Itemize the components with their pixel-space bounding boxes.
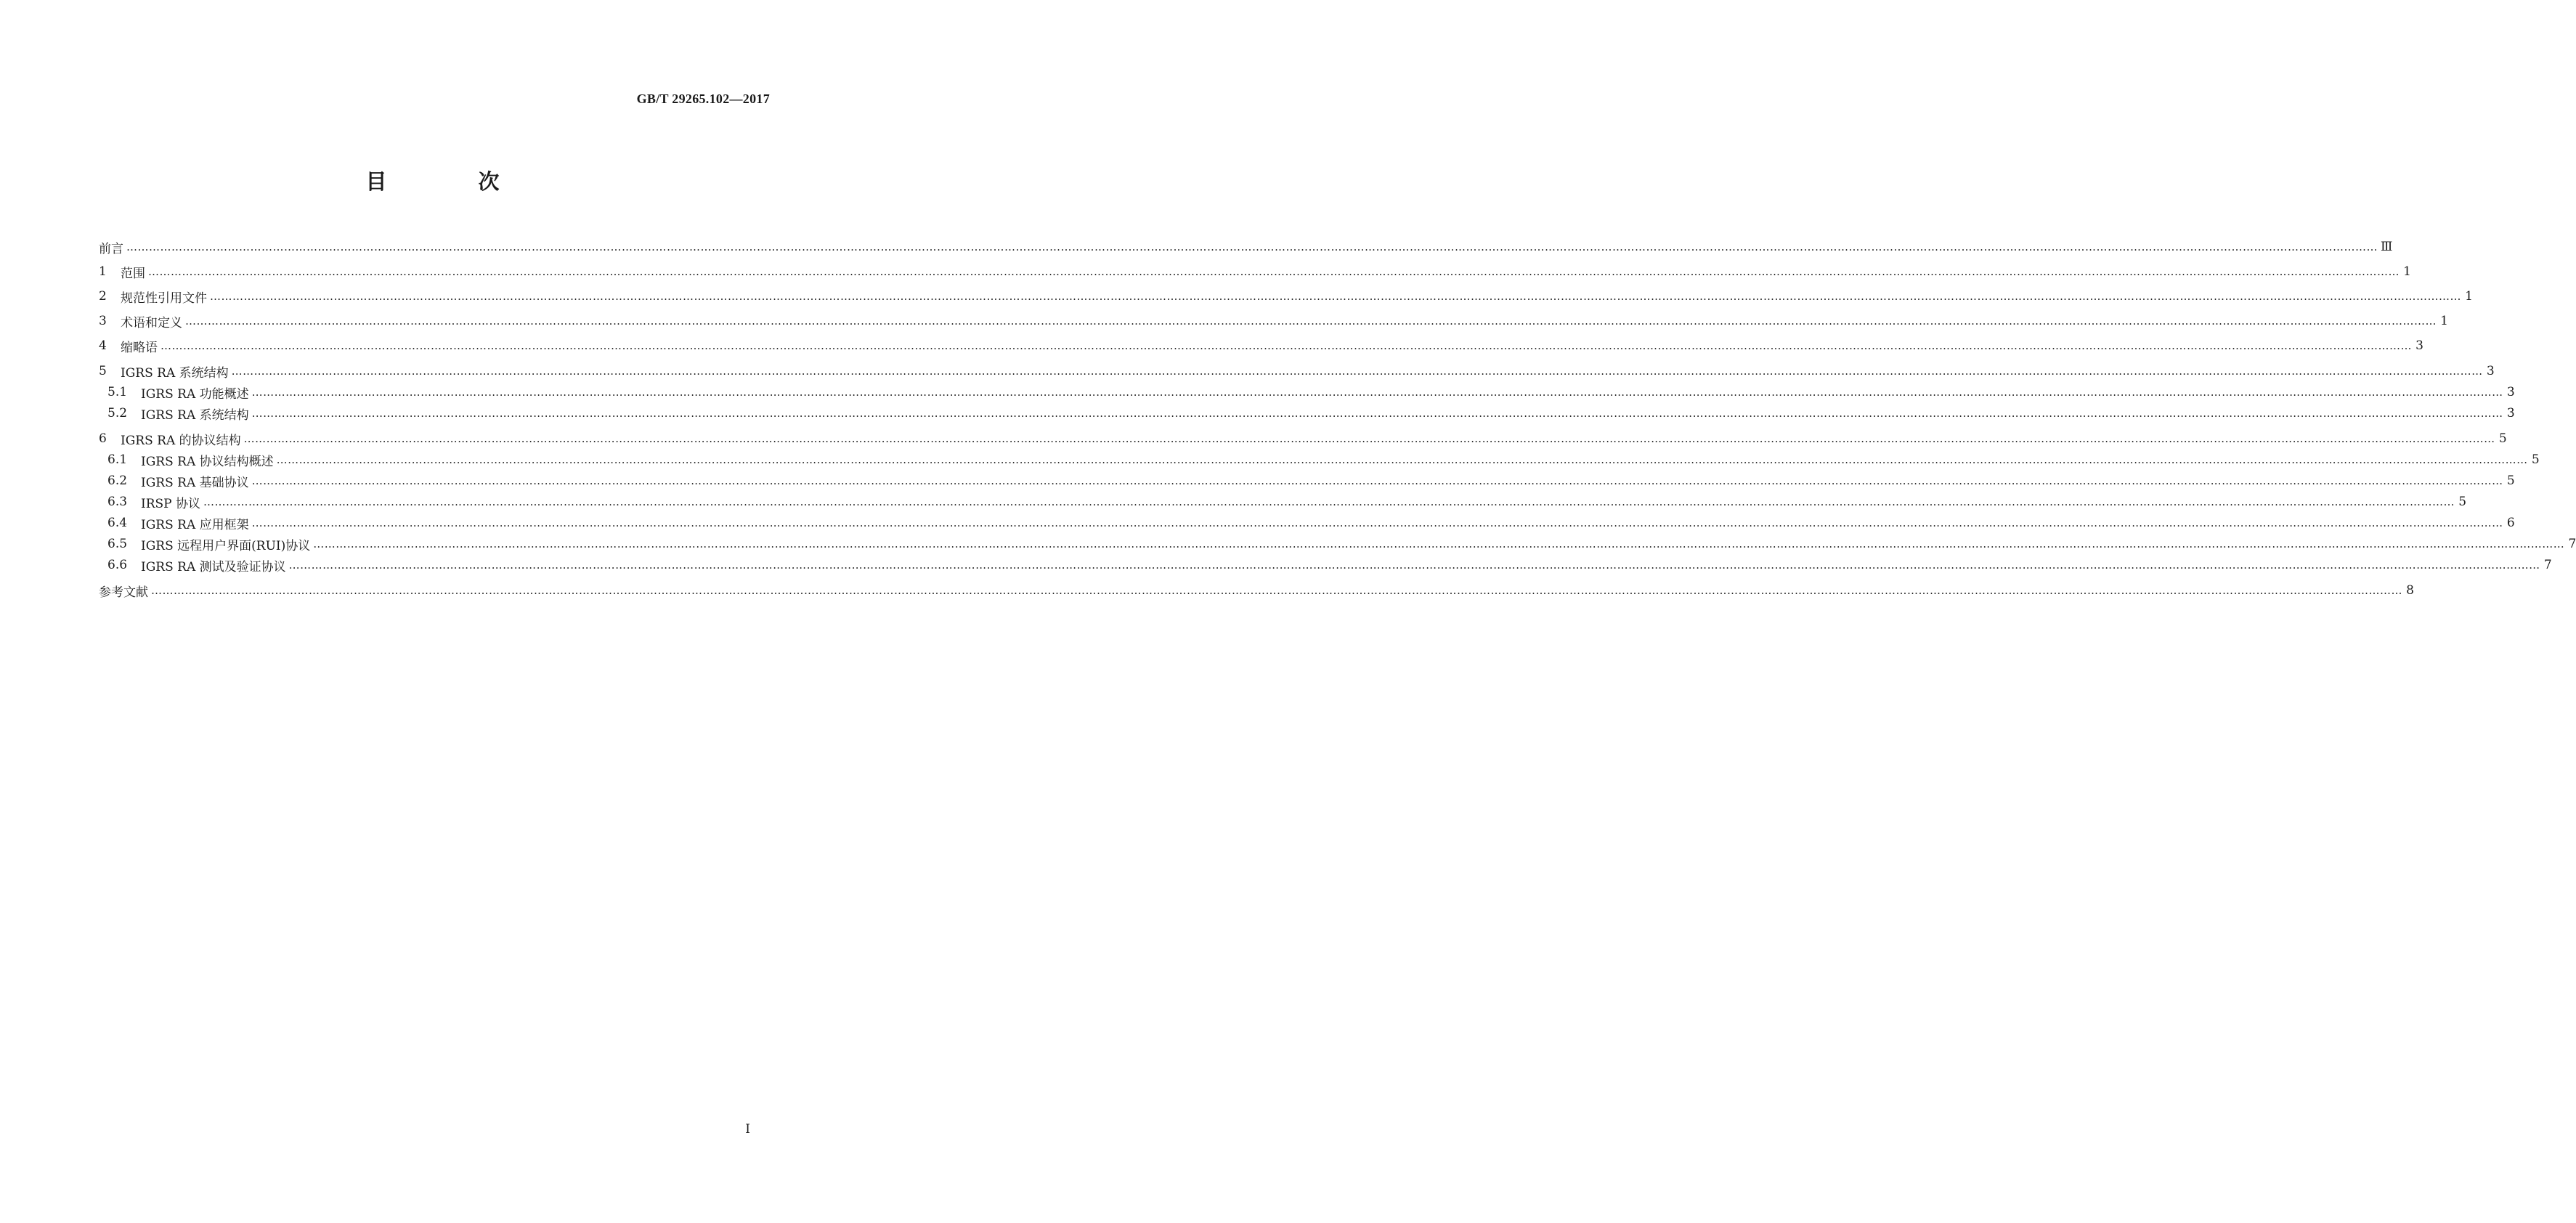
- toc-entry-label: 术语和定义: [121, 315, 182, 330]
- toc-entry-page: 5: [2531, 452, 2540, 467]
- toc-entry[interactable]: [99, 430, 2507, 448]
- toc-entry-label: IGRS RA 应用框架: [141, 517, 249, 532]
- toc-entry-page: 8: [2406, 583, 2414, 598]
- toc-entry[interactable]: [107, 405, 2515, 423]
- toc-leader-dots: ……………………………………………………………………………………………………………………………………………………………………………………………………………………………………………………………………………………………………………………………………………………………………………………………………………………………………………………………………………………………………………………………………………………: [276, 453, 2528, 466]
- toc-entry-label: IGRS RA 系统结构: [121, 365, 229, 381]
- toc-entry-number: 6.3: [107, 495, 128, 509]
- toc-entry-label: 前言: [99, 241, 123, 256]
- toc-leader-dots: ……………………………………………………………………………………………………………………………………………………………………………………………………………………………………………………………………………………………………………………………………………………………………………………………………………………………………………………………………………………………………………………………………………………: [313, 537, 2565, 550]
- toc-leader-dots: ……………………………………………………………………………………………………………………………………………………………………………………………………………………………………………………………………………………………………………………………………………………………………………………………………………………………………………………………………………………………………………………………………………………: [148, 265, 2400, 278]
- toc-entry[interactable]: [107, 514, 2515, 532]
- toc-leader-dots: ……………………………………………………………………………………………………………………………………………………………………………………………………………………………………………………………………………………………………………………………………………………………………………………………………………………………………………………………………………………………………………………………………………………: [231, 365, 2483, 378]
- toc-entry-page: 3: [2506, 385, 2515, 399]
- toc-entry-label: IGRS RA 基础协议: [141, 475, 249, 490]
- toc-entry-number: 2: [99, 289, 107, 304]
- toc-entry-label: 规范性引用文件: [121, 290, 207, 306]
- toc-leader-dots: ……………………………………………………………………………………………………………………………………………………………………………………………………………………………………………………………………………………………………………………………………………………………………………………………………………………………………………………………………………………………………………………………………………………: [151, 584, 2402, 597]
- toc-entry[interactable]: [99, 337, 2423, 355]
- toc-entry-label: IGRS RA 系统结构: [141, 407, 249, 423]
- toc-entry-page: 3: [2506, 406, 2515, 420]
- toc-leader-dots: ……………………………………………………………………………………………………………………………………………………………………………………………………………………………………………………………………………………………………………………………………………………………………………………………………………………………………………………………………………………………………………………………………………………: [185, 314, 2437, 328]
- toc-entry-page: 7: [2568, 537, 2576, 551]
- toc-entry-label: IRSP 协议: [141, 496, 201, 511]
- document-id: GB/T 29265.102—2017: [636, 92, 770, 106]
- toc-entry-page: 7: [2543, 558, 2552, 572]
- toc-entry-page: 5: [2498, 431, 2507, 446]
- toc-entry-page: 1: [2440, 314, 2448, 328]
- toc-entry-number: 4: [99, 338, 107, 353]
- toc-entry[interactable]: [107, 493, 2467, 511]
- toc-entry[interactable]: [99, 312, 2448, 330]
- toc-entry[interactable]: [107, 535, 2576, 553]
- toc-entry-label: 参考文献: [99, 585, 148, 600]
- toc-entry-number: 6.6: [107, 558, 128, 572]
- toc-leader-dots: ……………………………………………………………………………………………………………………………………………………………………………………………………………………………………………………………………………………………………………………………………………………………………………………………………………………………………………………………………………………………………………………………………………………: [251, 516, 2503, 529]
- toc-entry-page: 3: [2486, 364, 2495, 378]
- toc-leader-dots: ……………………………………………………………………………………………………………………………………………………………………………………………………………………………………………………………………………………………………………………………………………………………………………………………………………………………………………………………………………………………………………………………………………………: [251, 386, 2503, 399]
- toc-entry-page: 5: [2458, 495, 2467, 509]
- toc-entry[interactable]: [99, 238, 2393, 256]
- toc-entry-number: 6.1: [107, 452, 128, 467]
- toc-leader-dots: ……………………………………………………………………………………………………………………………………………………………………………………………………………………………………………………………………………………………………………………………………………………………………………………………………………………………………………………………………………………………………………………………………………………: [243, 432, 2495, 445]
- toc-entry-page: Ⅲ: [2381, 240, 2393, 254]
- toc-leader-dots: ……………………………………………………………………………………………………………………………………………………………………………………………………………………………………………………………………………………………………………………………………………………………………………………………………………………………………………………………………………………………………………………………………………………: [210, 290, 2461, 303]
- toc-entry-page: 5: [2506, 474, 2515, 488]
- toc-entry-number: 5.1: [107, 385, 128, 399]
- toc-entry-label: IGRS RA 协议结构概述: [141, 454, 274, 469]
- toc-entry[interactable]: [99, 582, 2414, 600]
- toc-entry-page: 1: [2465, 289, 2473, 304]
- toc-entry-number: 6.2: [107, 474, 128, 488]
- toc-entry-number: 5.2: [107, 406, 128, 420]
- toc-entry-number: 6.5: [107, 537, 128, 551]
- toc-entry[interactable]: [99, 362, 2495, 381]
- toc-leader-dots: ……………………………………………………………………………………………………………………………………………………………………………………………………………………………………………………………………………………………………………………………………………………………………………………………………………………………………………………………………………………………………………………………………………………: [288, 558, 2540, 572]
- toc-leader-dots: ……………………………………………………………………………………………………………………………………………………………………………………………………………………………………………………………………………………………………………………………………………………………………………………………………………………………………………………………………………………………………………………………………………………: [161, 339, 2412, 352]
- toc-entry-number: 6: [99, 431, 107, 446]
- page-title: 目 次: [365, 169, 542, 194]
- toc-entry-number: 3: [99, 314, 107, 328]
- toc-entry-number: 1: [99, 264, 107, 279]
- toc-entry-label: IGRS RA 功能概述: [141, 386, 249, 402]
- toc-leader-dots: ……………………………………………………………………………………………………………………………………………………………………………………………………………………………………………………………………………………………………………………………………………………………………………………………………………………………………………………………………………………………………………………………………………………: [251, 474, 2503, 487]
- toc-entry-label: IGRS RA 的协议结构: [121, 433, 241, 448]
- toc-entry-label: 范围: [121, 266, 145, 281]
- toc-leader-dots: ……………………………………………………………………………………………………………………………………………………………………………………………………………………………………………………………………………………………………………………………………………………………………………………………………………………………………………………………………………………………………………………………………………………: [251, 407, 2503, 420]
- toc-entry-label: 缩略语: [121, 340, 158, 355]
- toc-entry-label: IGRS RA 测试及验证协议: [141, 559, 286, 574]
- toc-entry[interactable]: [99, 263, 2411, 281]
- toc-leader-dots: ……………………………………………………………………………………………………………………………………………………………………………………………………………………………………………………………………………………………………………………………………………………………………………………………………………………………………………………………………………………………………………………………………………………: [126, 240, 2378, 253]
- toc-entry-number: 6.4: [107, 516, 128, 530]
- toc-entry-page: 6: [2506, 516, 2515, 530]
- toc-entry[interactable]: [107, 383, 2515, 402]
- toc-leader-dots: ……………………………………………………………………………………………………………………………………………………………………………………………………………………………………………………………………………………………………………………………………………………………………………………………………………………………………………………………………………………………………………………………………………………: [203, 495, 2455, 508]
- toc-entry[interactable]: [107, 451, 2540, 469]
- toc-entry[interactable]: [99, 288, 2473, 306]
- toc-entry-page: 3: [2415, 338, 2423, 353]
- toc-entry-label: IGRS 远程用户界面(RUI)协议: [141, 538, 311, 553]
- toc-entry[interactable]: [107, 556, 2552, 574]
- toc-entry[interactable]: [107, 472, 2515, 490]
- toc-entry-page: 1: [2403, 264, 2411, 279]
- toc-entry-number: 5: [99, 364, 107, 378]
- page-number: I: [745, 1122, 750, 1137]
